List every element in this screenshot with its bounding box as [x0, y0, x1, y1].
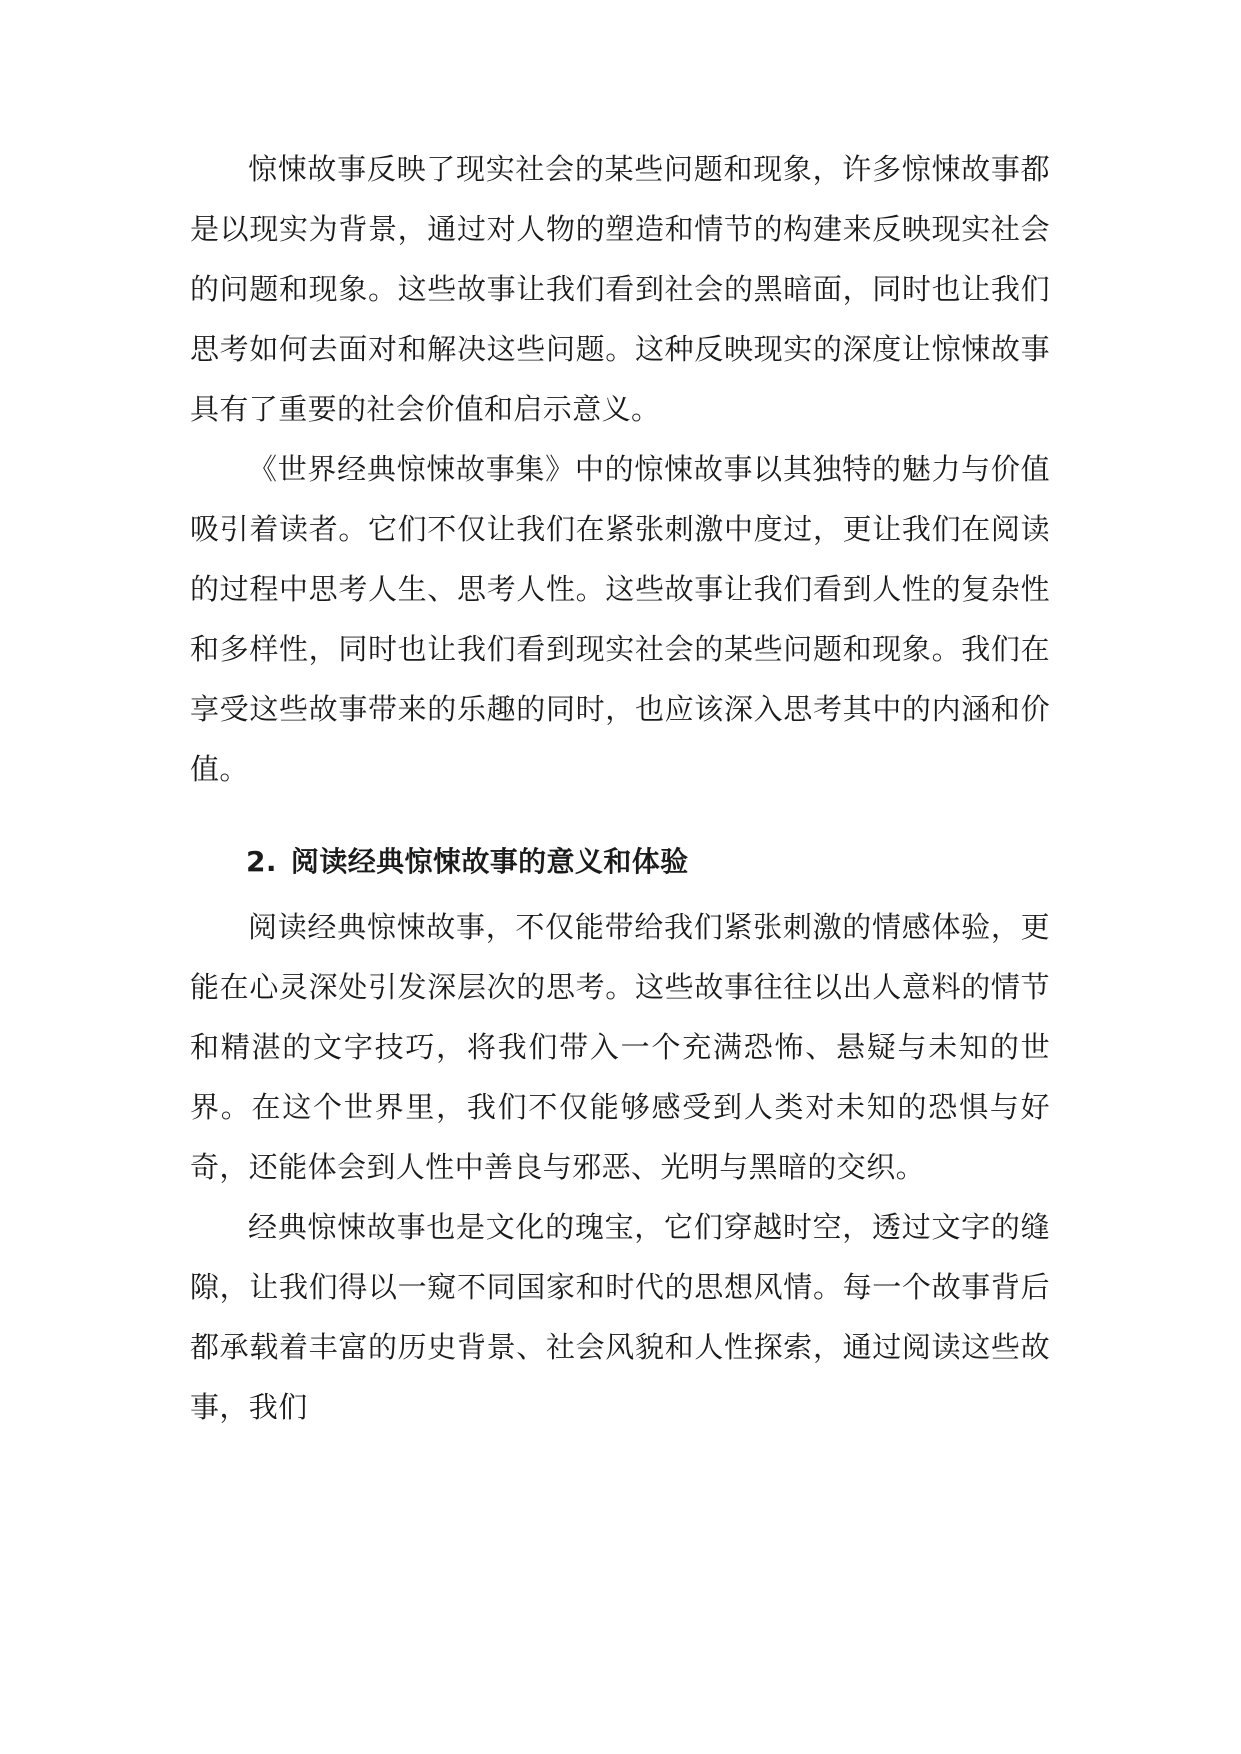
document-body: [190, 139, 1050, 1437]
paragraph-book-value: 《世界经典惊悚故事集》中的惊悚故事以其独特的魅力与价值吸引着读者。它们不仅让我们在紧张刺激中度过，更让我们在阅读的过程中思考人生、思考人性。这些故事让我们看到人性的复杂性和多样性，同时也让我们看到现实社会的某些问题和现象。我们在享受这些故事带来的乐趣的同时，也应该深入思考其中的内涵和价值。: [190, 452, 1050, 786]
paragraph-reading-experience: 阅读经典惊悚故事，不仅能带给我们紧张刺激的情感体验，更能在心灵深处引发深层次的思考。这些故事往往以出人意料的情节和精湛的文字技巧，将我们带入一个充满恐怖、悬疑与未知的世界。在这个世界里，我们不仅能够感受到人类对未知的恐惧与好奇，还能体会到人性中善良与邪恶、光明与黑暗的交织。: [190, 910, 1050, 1184]
section-number: 2.: [246, 845, 277, 878]
section-title: 阅读经典惊悚故事的意义和体验: [290, 845, 689, 878]
paragraph-cultural-treasure: 经典惊悚故事也是文化的瑰宝，它们穿越时空，透过文字的缝隙，让我们得以一窥不同国家和时代的思想风情。每一个故事背后都承载着丰富的历史背景、社会风貌和人性探索，通过阅读这些故事，我们: [190, 1210, 1050, 1424]
paragraph-reality-reflection: 惊悚故事反映了现实社会的某些问题和现象，许多惊悚故事都是以现实为背景，通过对人物的塑造和情节的构建来反映现实社会的问题和现象。这些故事让我们看到社会的黑暗面，同时也让我们思考如何去面对和解决这些问题。这种反映现实的深度让惊悚故事具有了重要的社会价值和启示意义。: [190, 152, 1050, 426]
section-heading: [190, 799, 1050, 897]
